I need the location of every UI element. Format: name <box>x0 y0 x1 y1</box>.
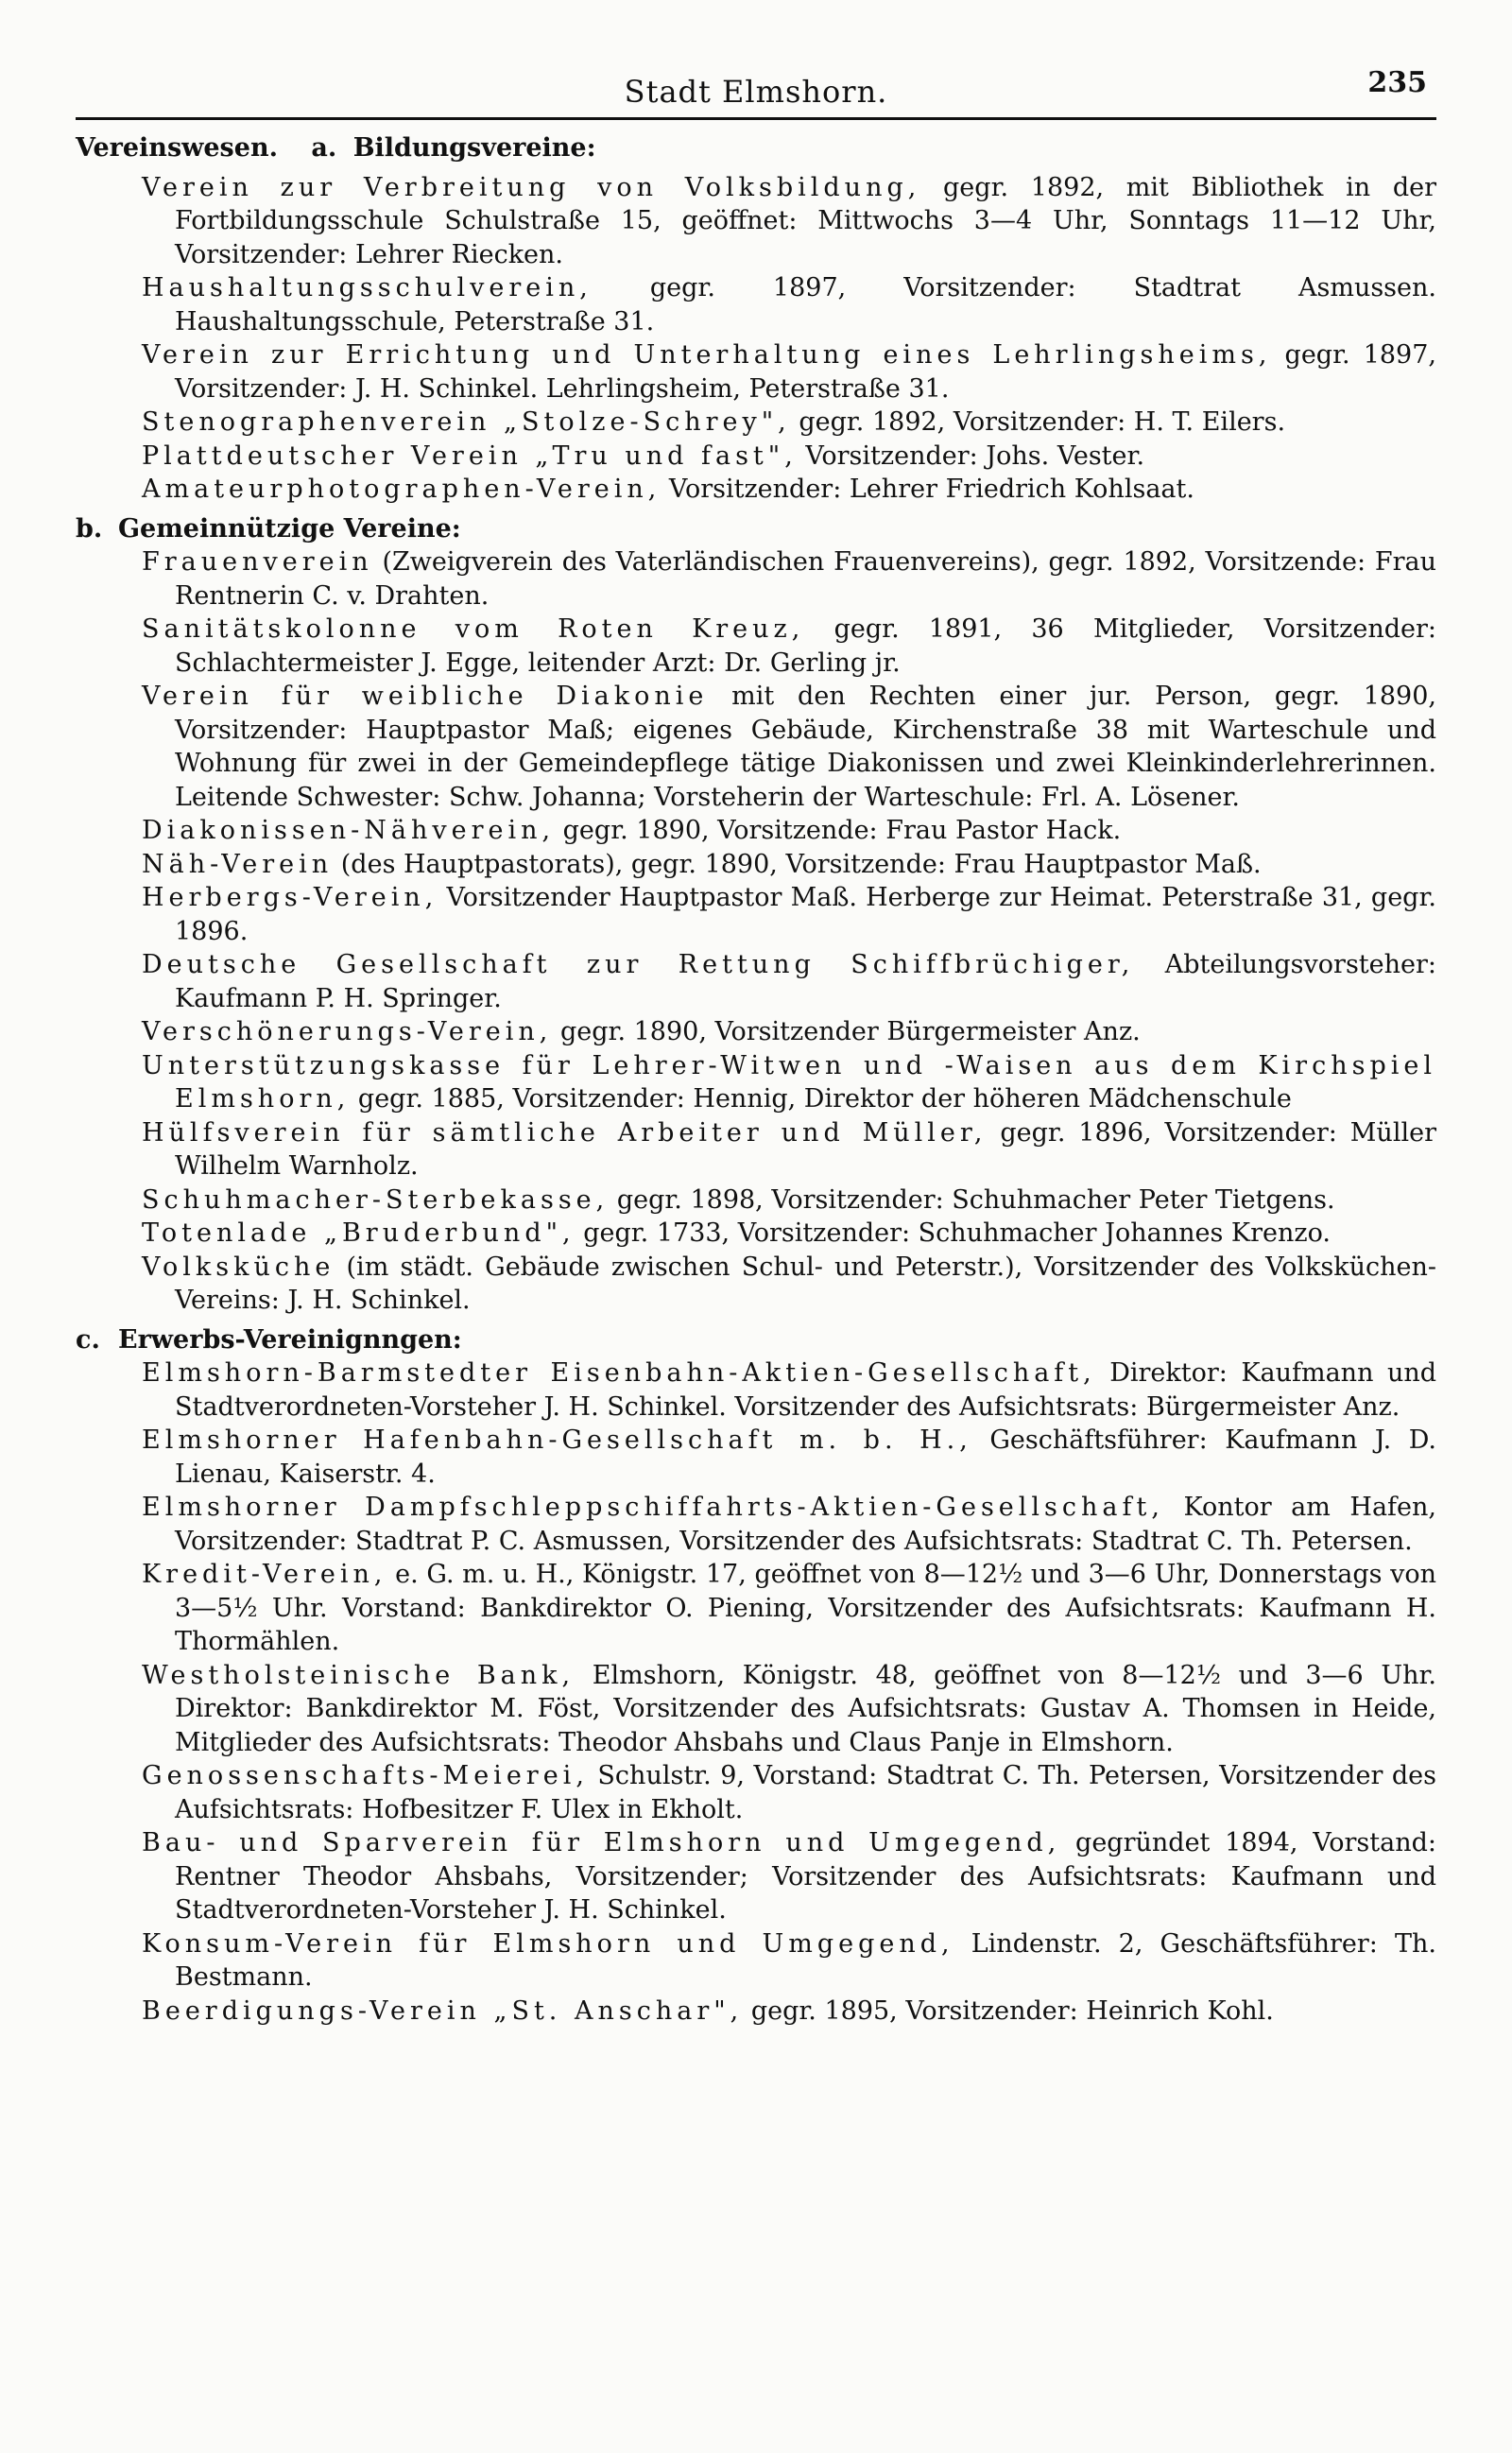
entry-name: Schuhmacher-Sterbekasse, <box>142 1184 610 1215</box>
list-item <box>109 1927 1436 1995</box>
list-item <box>109 1659 1436 1760</box>
section <box>76 512 1436 1318</box>
entry-text: Lindenstr. 2, Geschäftsführer: Th. Bestmann. <box>175 1928 1436 1992</box>
page-header <box>76 57 1436 113</box>
entry-name: Deutsche Gesellschaft zur Rettung Schiffbrüchiger, <box>142 950 1135 979</box>
list-item <box>109 1049 1436 1116</box>
list-item <box>109 1356 1436 1424</box>
entry-text: e. G. m. u. H., Königstr. 17, geöffnet von 8—12½ und 3—6 Uhr, Donnerstags von 3—5½ Uhr. Vorstand: Bankdirektor O. Piening, Vorsitzender des Aufsichtsrats: Kaufmann H. Thormählen. <box>175 1560 1436 1656</box>
list-item <box>109 1183 1436 1218</box>
section-heading <box>76 512 1436 546</box>
entry-text: gegr. 1890, Vorsitzender Bürgermeister Anz. <box>552 1017 1141 1046</box>
list-item <box>109 338 1436 406</box>
list-item <box>109 171 1436 272</box>
section-label: Gemeinnützige Vereine: <box>118 513 461 544</box>
entry-text: gegr. 1891, 36 Mitglieder, Vorsitzender: Schlachtermeister J. Egge, leitender Arzt: Dr. Gerling jr. <box>175 614 1436 678</box>
entry-text: gegründet 1894, Vorstand: Rentner Theodor Ahsbahs, Vorsitzender; Vorsitzender des Aufsichtsrats: Kaufmann und Stadtverordneten-Vorsteher J. H. Schinkel. <box>175 1828 1436 1925</box>
sections <box>76 171 1436 2029</box>
section-heading <box>76 1323 1436 1357</box>
list-item <box>109 1759 1436 1826</box>
entry-text: Kontor am Hafen, Vorsitzender: Stadtrat P. C. Asmussen, Vorsitzender des Aufsichtsrats: Stadtrat C. Th. Petersen. <box>175 1493 1436 1556</box>
entry-name: Unterstützungskasse für Lehrer-Witwen und -Waisen aus dem Kirchspiel Elmshorn, <box>142 1050 1436 1114</box>
entry-text: (Zweigverein des Vaterländischen Frauenvereins), gegr. 1892, Vorsitzende: Frau Rentnerin C. v. Drahten. <box>175 547 1436 611</box>
running-title: Stadt Elmshorn. <box>624 74 888 110</box>
entry-name: Kredit-Verein, <box>142 1560 387 1589</box>
section-letter: b. <box>76 513 103 544</box>
list-item <box>109 1251 1436 1318</box>
section <box>76 171 1436 507</box>
list-item <box>109 680 1436 814</box>
entry-text: Geschäftsführer: Kaufmann J. D. Lienau, Kaiserstr. 4. <box>175 1425 1436 1489</box>
list-item <box>109 271 1436 338</box>
entry-name: Bau- und Sparverein für Elmshorn und Umgegend, <box>142 1828 1061 1857</box>
entry-name: Totenlade „Bruderbund", <box>142 1218 576 1248</box>
main-heading: Vereinswesen. <box>76 133 278 163</box>
list-item <box>109 881 1436 948</box>
entry-name: Elmshorn-Barmstedter Eisenbahn-Aktien-Gesellschaft, <box>142 1358 1096 1388</box>
entry-name: Amateurphotographen-Verein, <box>142 475 662 504</box>
entry-name: Westholsteinische Bank, <box>142 1660 576 1690</box>
entry-text: mit den Rechten einer jur. Person, gegr. 1890, Vorsitzender: Hauptpastor Maß; eigenes Gebäude, Kirchenstraße 38 mit Warteschule und Wohnung für zwei in der Gemeindepflege tätige Diakonissen und zwei Kleinkinderlehrerinnen. Leitende Schwester: Schw. Johanna; Vorsteherin der Warteschule: Frl. A. Lösener. <box>175 682 1436 812</box>
entry-name: Stenographenverein „Stolze-Schrey", <box>142 407 791 437</box>
entry-text: gegr. 1892, Vorsitzender: H. T. Eilers. <box>790 407 1286 437</box>
list-item <box>109 1491 1436 1558</box>
list-item <box>109 1826 1436 1927</box>
list-item <box>109 1995 1436 2029</box>
entry-name: Volksküche <box>142 1252 335 1282</box>
entry-text: gegr. 1897, Vorsitzender: J. H. Schinkel. Lehrlingsheim, Peterstraße 31. <box>175 340 1436 404</box>
section-letter: c. <box>76 1324 100 1355</box>
list-item <box>109 1217 1436 1251</box>
entry-text: gegr. 1895, Vorsitzender: Heinrich Kohl. <box>743 1995 1274 2026</box>
entry-name: Elmshorner Dampfschleppschiffahrts-Aktien-Gesellschaft, <box>142 1493 1164 1522</box>
list-item <box>109 848 1436 882</box>
entry-name: Herbergs-Verein, <box>142 883 438 912</box>
section-letter: a. <box>311 133 337 163</box>
entry-text: Vorsitzender: Lehrer Friedrich Kohlsaat. <box>661 475 1194 504</box>
list-item <box>109 440 1436 474</box>
entry-text: gegr. 1890, Vorsitzende: Frau Pastor Hack. <box>555 816 1122 845</box>
list-item <box>109 814 1436 848</box>
header-rule <box>76 117 1436 120</box>
entry-name: Frauenverein <box>142 547 373 577</box>
section-heading-a <box>76 131 1436 165</box>
list-item <box>109 545 1436 613</box>
list-item <box>109 613 1436 680</box>
entry-name: Haushaltungsschulverein, <box>142 273 593 302</box>
entry-text: Direktor: Kaufmann und Stadtverordneten-Vorsteher J. H. Schinkel. Vorsitzender des Aufsichtsrats: Bürgermeister Anz. <box>175 1358 1437 1422</box>
page-number: 235 <box>1367 66 1427 99</box>
list-item <box>109 473 1436 507</box>
entry-text: gegr. 1892, mit Bibliothek in der Fortbildungsschule Schulstraße 15, geöffnet: Mittwochs 3—4 Uhr, Sonntags 11—12 Uhr, Vorsitzender: Lehrer Riecken. <box>175 172 1436 269</box>
entry-name: Diakonissen-Nähverein, <box>142 816 556 845</box>
entry-text: (des Hauptpastorats), gegr. 1890, Vorsitzende: Frau Hauptpastor Maß. <box>333 849 1262 879</box>
list-item <box>109 1116 1436 1183</box>
entry-text: gegr. 1733, Vorsitzender: Schuhmacher Johannes Krenzo. <box>575 1218 1331 1248</box>
entry-name: Genossenschafts-Meierei, <box>142 1761 589 1790</box>
entry-name: Plattdeutscher Verein „Tru und fast", <box>142 441 798 471</box>
section-label: Bildungsvereine: <box>352 133 596 163</box>
list-item <box>109 1558 1436 1659</box>
list-item <box>109 406 1436 440</box>
entry-name: Hülfsverein für sämtliche Arbeiter und Müller, <box>142 1117 988 1148</box>
entry-name: Verein zur Errichtung und Unterhaltung eines Lehrlingsheims, <box>142 340 1272 370</box>
list-item <box>109 1015 1436 1049</box>
entry-text: Abteilungsvorsteher: Kaufmann P. H. Springer. <box>175 950 1436 1013</box>
entry-text: (im städt. Gebäude zwischen Schul- und Peterstr.), Vorsitzender des Volksküchen-Vereins: J. H. Schinkel. <box>175 1252 1436 1315</box>
entry-text: gegr. 1885, Vorsitzender: Hennig, Direktor der höheren Mädchenschule <box>350 1084 1292 1114</box>
entry-text: gegr. 1896, Vorsitzender: Müller Wilhelm Warnholz. <box>175 1117 1436 1181</box>
entry-name: Sanitätskolonne vom Roten Kreuz, <box>142 614 805 644</box>
entry-name: Näh-Verein <box>142 849 334 879</box>
entry-name: Verschönerungs-Verein, <box>142 1017 553 1046</box>
entry-name: Beerdigungs-Verein „St. Anschar", <box>142 1995 744 2026</box>
entry-text: Vorsitzender Hauptpastor Maß. Herberge zur Heimat. Peterstraße 31, gegr. 1896. <box>175 883 1436 946</box>
entry-name: Elmshorner Hafenbahn-Gesellschaft m. b. H., <box>142 1425 972 1455</box>
entry-text: Elmshorn, Königstr. 48, geöffnet von 8—12½ und 3—6 Uhr. Direktor: Bankdirektor M. Föst, Vorsitzender des Aufsichtsrats: Gustav A. Thomsen in Heide, Mitglieder des Aufsichtsrats: Theodor Ahsbahs und Claus Panje in Elmshorn. <box>175 1660 1436 1757</box>
section-label: Erwerbs-Vereinignngen: <box>118 1324 462 1355</box>
list-item <box>109 1424 1436 1491</box>
entry-text: Vorsitzender: Johs. Vester. <box>797 441 1145 471</box>
entry-text: gegr. 1897, Vorsitzender: Stadtrat Asmussen. Haushaltungsschule, Peterstraße 31. <box>175 273 1436 337</box>
entry-name: Verein für weibliche Diakonie <box>142 682 709 711</box>
entry-name: Verein zur Verbreitung von Volksbildung, <box>142 172 921 202</box>
page-body <box>76 131 1436 2028</box>
entry-text: gegr. 1898, Vorsitzender: Schuhmacher Peter Tietgens. <box>609 1184 1335 1215</box>
section <box>76 1323 1436 2029</box>
list-item <box>109 948 1436 1015</box>
entry-text: Schulstr. 9, Vorstand: Stadtrat C. Th. Petersen, Vorsitzender des Aufsichtsrats: Hofbesitzer F. Ulex in Ekholt. <box>175 1761 1436 1824</box>
entry-name: Konsum-Verein für Elmshorn und Umgegend, <box>142 1928 954 1959</box>
